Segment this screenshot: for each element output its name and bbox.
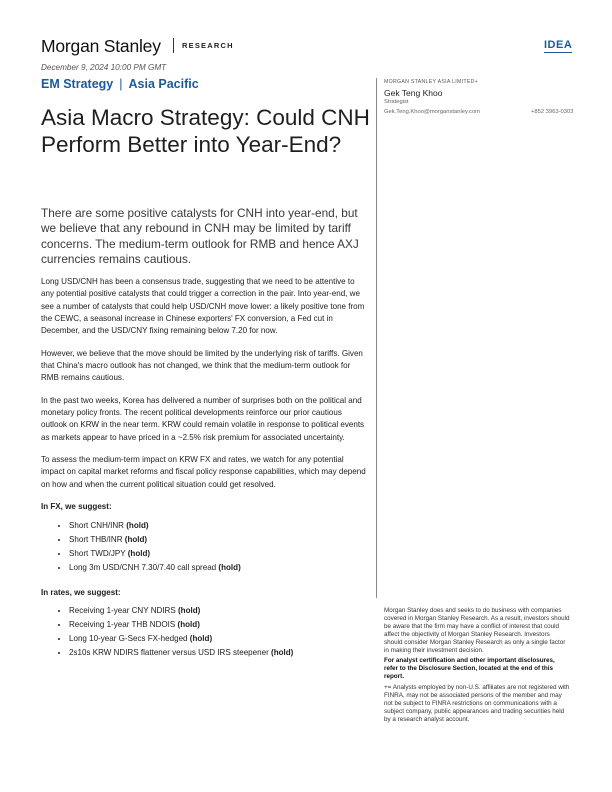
rates-item-text: Long 10-year G-Secs FX-hedged	[69, 634, 188, 644]
analyst-email[interactable]: Gek.Teng.Khoo@morganstanley.com	[384, 109, 480, 115]
category-separator: |	[119, 77, 123, 91]
rates-item-text: Receiving 1-year THB NDOIS	[69, 619, 176, 629]
disclaimer-finra: += Analysts employed by non-U.S. affiliates are not registered with FINRA, may not be associated persons of the member and may not be subject to FINRA restrictions on communications with a subject company, public appearances and trading securities held by a research analyst account.	[384, 684, 570, 723]
fx-item-text: Short TWD/JPY	[69, 548, 126, 558]
report-body	[41, 276, 366, 672]
rates-item	[69, 605, 366, 617]
fx-item-tag: (hold)	[218, 562, 241, 572]
sidebar-divider	[376, 78, 377, 598]
rates-item	[69, 633, 366, 645]
rates-list	[41, 605, 366, 660]
analyst-entity: MORGAN STANLEY ASIA LIMITED+	[384, 79, 478, 85]
brand-logo: Morgan Stanley	[41, 36, 161, 56]
rates-item-text: 2s10s KRW NDIRS flattener versus USD IRS steepener	[69, 648, 269, 658]
analyst-phone: +852 3963-0303	[531, 109, 574, 115]
fx-item	[69, 534, 366, 546]
rates-item-text: Receiving 1-year CNY NDIRS	[69, 605, 176, 615]
category-line	[41, 77, 199, 91]
category-em-strategy: EM Strategy	[41, 77, 114, 91]
fx-item-tag: (hold)	[126, 520, 149, 530]
analyst-role: Strategist	[384, 99, 409, 105]
rates-heading: In rates, we suggest:	[41, 587, 121, 597]
report-title: Asia Macro Strategy: Could CNH Perform Better into Year-End?	[41, 105, 370, 157]
fx-item-tag: (hold)	[124, 534, 148, 544]
fx-item-text: Short THB/INR	[69, 534, 123, 544]
fx-list	[41, 520, 366, 575]
rates-item-tag: (hold)	[177, 619, 200, 629]
rates-item-tag: (hold)	[177, 605, 201, 615]
fx-heading: In FX, we suggest:	[41, 502, 112, 512]
disclaimer-certification: For analyst certification and other important disclosures, refer to the Disclosure Section, located at the end of this report.	[384, 657, 555, 681]
disclaimer-block	[384, 607, 570, 727]
body-paragraph: Long USD/CNH has been a consensus trade, suggesting that we need to be attentive to any potential positive catalysts that could trigger a correction in the pair. Into year-end, we see a number of catalysts that could help USD/CNH move lower: a likely positive tone from the CEWC, a seasonal increase in Chinese exporters' FX conversion, a Fed cut in December, and the USD/CNY fixing remaining below 7.20 for now.	[41, 277, 365, 336]
body-paragraph: However, we believe that the move should be limited by the underlying risk of tariffs. Given that China's macro outlook has not changed, we think that the medium-term outlook for RMB remains cautious.	[41, 348, 363, 383]
rates-item	[69, 647, 366, 659]
report-summary: There are some positive catalysts for CNH into year-end, but we believe that any rebound in CNH may be limited by tariff concerns. The medium-term outlook for RMB and hence AXJ currencies remains cautious.	[41, 206, 359, 266]
body-paragraph: To assess the medium-term impact on KRW FX and rates, we watch for any potential impact on capital market reforms and fiscal policy response capabilities, which may depend on how and when the current political situation could get resolved.	[41, 455, 366, 489]
fx-item-text: Long 3m USD/CNH 7.30/7.40 call spread	[69, 562, 217, 572]
disclaimer-conflict: Morgan Stanley does and seeks to do business with companies covered in Morgan Stanley Research. As a result, investors should be aware that the firm may have a conflict of interest that could affect the objectivity of Morgan Stanley Research. Investors should consider Morgan Stanley Research as only a single factor in making their investment decision.	[384, 607, 570, 654]
rates-item-tag: (hold)	[189, 634, 213, 644]
fx-item-tag: (hold)	[127, 548, 151, 558]
fx-item-text: Short CNH/INR	[69, 520, 124, 530]
fx-item	[69, 520, 366, 532]
fx-item	[69, 562, 366, 574]
section-label: RESEARCH	[182, 41, 234, 50]
body-paragraph: In the past two weeks, Korea has delivered a number of surprises both on the political and monetary policy fronts. The recent political developments reinforce our prior cautious outlook on KRW in the near term. KRW could remain volatile in response to political events as markets appear to have priced in a ~2.5% risk premium for associated uncertainty.	[41, 395, 365, 442]
idea-badge: IDEA	[544, 39, 573, 51]
rates-item	[69, 619, 366, 631]
publish-date: December 9, 2024 10:00 PM GMT	[41, 63, 167, 72]
fx-item	[69, 548, 366, 560]
category-asia-pacific: Asia Pacific	[128, 77, 199, 91]
analyst-name: Gek Teng Khoo	[384, 88, 443, 98]
rates-item-tag: (hold)	[271, 648, 294, 658]
header-divider	[173, 38, 174, 53]
